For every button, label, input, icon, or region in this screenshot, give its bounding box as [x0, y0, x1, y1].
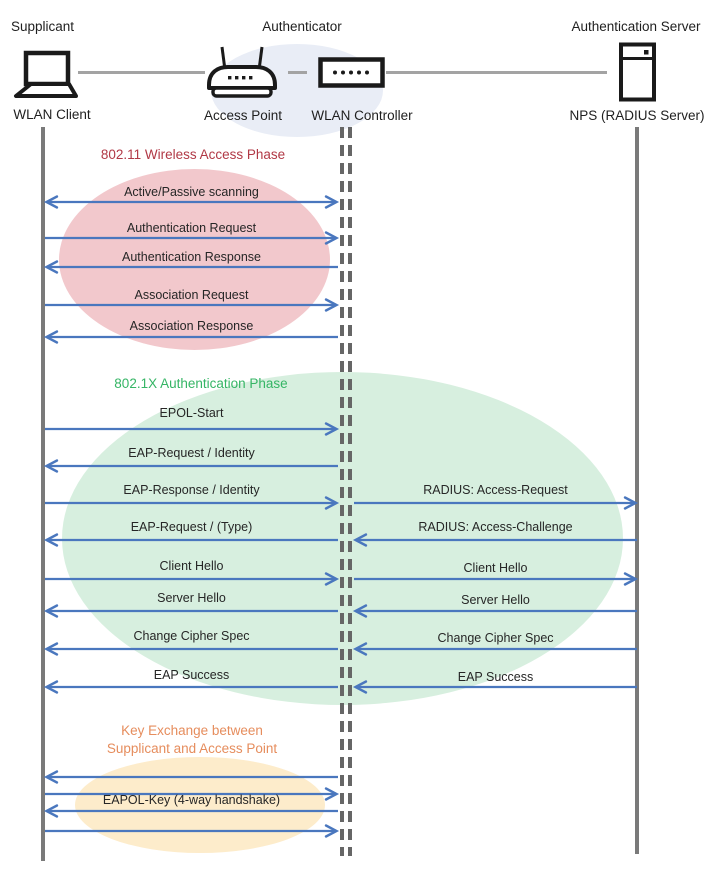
phase2-title: 802.1X Authentication Phase — [114, 376, 288, 391]
message-arrow-left — [45, 533, 338, 547]
connector-ap-controller — [288, 71, 307, 74]
phase3-title — [44, 722, 340, 758]
message-arrow-left — [354, 642, 637, 656]
message-arrow-left — [354, 604, 637, 618]
message-arrow-right — [354, 572, 637, 586]
message-label: Client Hello — [159, 559, 224, 573]
message-arrow-left — [45, 680, 338, 694]
phase1-title: 802.11 Wireless Access Phase — [100, 147, 286, 162]
controller-lifeline-dash-right — [348, 127, 352, 856]
message-arrow-right — [45, 824, 338, 838]
laptop-icon — [10, 50, 82, 100]
wireless-router-icon — [203, 45, 283, 99]
server-icon — [618, 42, 658, 103]
message-label: Association Request — [134, 288, 249, 302]
message-label: Server Hello — [157, 591, 226, 605]
message-label: Change Cipher Spec — [437, 631, 554, 645]
message-arrow-left — [45, 604, 338, 618]
message-arrow-right — [354, 496, 637, 510]
controller-box-icon — [318, 57, 386, 89]
message-label: EAP-Request / (Type) — [130, 520, 253, 534]
message-arrow-left — [45, 260, 338, 274]
message-arrow-left — [45, 642, 338, 656]
message-label: RADIUS: Access-Challenge — [418, 520, 573, 534]
connector-client-ap — [78, 71, 205, 74]
message-arrow-left — [45, 330, 338, 344]
message-label: RADIUS: Access-Request — [423, 483, 568, 497]
phase3-title-line1: Key Exchange between — [121, 723, 263, 738]
message-label: EAP-Response / Identity — [123, 483, 260, 497]
message-label: EAP Success — [457, 670, 534, 684]
supplicant-title: Supplicant — [11, 19, 75, 34]
message-arrow-right — [45, 496, 338, 510]
message-label: Active/Passive scanning — [124, 185, 259, 199]
message-label: EAPOL-Key (4-way handshake) — [102, 793, 281, 807]
message-arrow-right — [45, 231, 338, 245]
message-arrow-left — [354, 533, 637, 547]
message-label: Authentication Request — [126, 221, 257, 235]
message-label: Change Cipher Spec — [133, 629, 250, 643]
message-label: Client Hello — [463, 561, 528, 575]
phase3-title-line2: Supplicant and Access Point — [106, 741, 278, 756]
message-arrow-both — [45, 195, 338, 209]
message-label: EPOL-Start — [159, 406, 224, 420]
message-label: Authentication Response — [122, 250, 261, 264]
message-arrow-right — [45, 422, 338, 436]
auth-server-title: Authentication Server — [571, 19, 701, 34]
message-label: Server Hello — [461, 593, 530, 607]
access-point-label: Access Point — [203, 108, 283, 123]
message-arrow-left — [45, 804, 338, 818]
message-label: EAP-Request / Identity — [128, 446, 255, 460]
controller-lifeline-dash-left — [340, 127, 344, 856]
message-arrow-left — [354, 680, 637, 694]
message-arrow-left — [45, 459, 338, 473]
wlan-controller-label: WLAN Controller — [311, 108, 413, 123]
authenticator-title: Authenticator — [262, 19, 342, 34]
nps-label: NPS (RADIUS Server) — [569, 108, 705, 123]
wlan-client-label: WLAN Client — [13, 107, 91, 122]
message-arrow-left — [45, 770, 338, 784]
message-arrow-right — [45, 572, 338, 586]
connector-controller-server — [386, 71, 607, 74]
message-arrow-right — [45, 298, 338, 312]
message-label: EAP Success — [153, 668, 230, 682]
message-label: Association Response — [129, 319, 254, 333]
